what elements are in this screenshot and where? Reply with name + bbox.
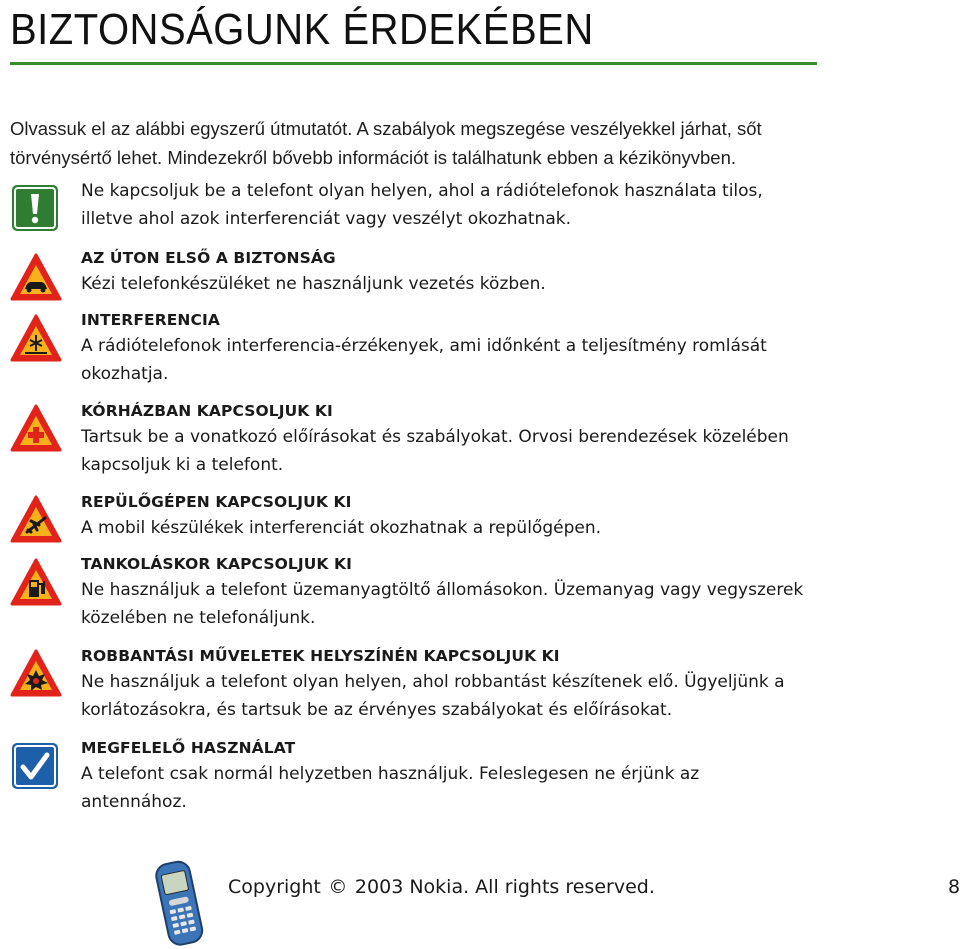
page-title: BIZTONSÁGUNK ÉRDEKÉBEN	[10, 6, 594, 54]
airplane-warning-icon	[9, 494, 63, 544]
item-heading: INTERFERENCIA	[81, 311, 220, 329]
exclamation-icon	[9, 183, 63, 233]
explosion-warning-icon	[9, 648, 63, 698]
copyright-text: 2003 Nokia. All rights reserved.	[348, 876, 655, 898]
safety-item-interference	[81, 308, 941, 388]
safety-item-refuelling	[81, 552, 941, 632]
interference-warning-icon	[9, 313, 63, 363]
item-heading: KÓRHÁZBAN KAPCSOLJUK KI	[81, 402, 333, 420]
item-body-line: A rádiótelefonok interferencia-érzékenyek, ami időnként a teljesítmény romlását	[81, 336, 767, 356]
item-body-line: A telefont csak normál helyzetben használjuk. Feleslegesen ne érjünk az	[81, 764, 700, 784]
fuel-pump-warning-icon	[9, 557, 63, 607]
item-body-line: Ne használjuk a telefont olyan helyen, ahol robbantást készítenek elő. Ügyeljünk a	[81, 672, 785, 692]
item-heading: REPÜLŐGÉPEN KAPCSOLJUK KI	[81, 493, 352, 511]
item-heading: AZ ÚTON ELSŐ A BIZTONSÁG	[81, 249, 336, 267]
copyright-notice	[228, 876, 655, 898]
item-heading: TANKOLÁSKOR KAPCSOLJUK KI	[81, 555, 352, 573]
safety-item-proper-use	[81, 736, 941, 816]
item-body-line: kapcsoljuk ki a telefont.	[81, 455, 284, 475]
safety-item-aircraft	[81, 490, 941, 542]
intro-paragraph	[10, 114, 910, 172]
item-body-line: közelében ne telefonáljunk.	[81, 608, 316, 628]
safety-item-general	[81, 177, 941, 233]
item-body-line: Ne kapcsoljuk be a telefont olyan helyen, ahol a rádiótelefonok használata tilos,	[81, 181, 763, 201]
copyright-symbol: ©	[328, 876, 348, 898]
intro-line: törvénysértő lehet. Mindezekről bővebb információt is találhatunk ebben a kézikönyvben.	[10, 147, 737, 168]
hospital-cross-icon	[9, 403, 63, 453]
safety-item-hospital	[81, 399, 941, 479]
item-body-line: korlátozásokra, és tartsuk be az érvényes szabályokat és előírásokat.	[81, 700, 673, 720]
item-body-line: Kézi telefonkészüléket ne használjunk vezetés közben.	[81, 274, 546, 294]
item-body-line: A mobil készülékek interferenciát okozhatnak a repülőgépen.	[81, 518, 602, 538]
intro-line: Olvassuk el az alábbi egyszerű útmutatót. A szabályok megszegése veszélyekkel járhat, sőt	[10, 118, 762, 139]
car-warning-icon	[9, 252, 63, 302]
item-body-line: Ne használjuk a telefont üzemanyagtöltő állomásokon. Üzemanyag vagy vegyszerek	[81, 580, 804, 600]
item-body-line: okozhatja.	[81, 364, 169, 384]
item-body-line: Tartsuk be a vonatkozó előírásokat és szabályokat. Orvosi berendezések közelében	[81, 427, 789, 447]
page-number: 8	[948, 876, 960, 898]
item-body-line: antennához.	[81, 792, 187, 812]
checkmark-icon	[9, 741, 63, 791]
mobile-phone-icon	[150, 858, 210, 946]
title-divider	[10, 62, 817, 65]
item-body-line: illetve ahol azok interferenciát vagy veszélyt okozhatnak.	[81, 209, 571, 229]
safety-item-blasting	[81, 644, 941, 724]
item-heading: ROBBANTÁSI MŰVELETEK HELYSZÍNÉN KAPCSOLJUK KI	[81, 647, 560, 665]
item-heading: MEGFELELŐ HASZNÁLAT	[81, 739, 296, 757]
copyright-text: Copyright	[228, 876, 327, 898]
safety-item-road	[81, 246, 941, 298]
